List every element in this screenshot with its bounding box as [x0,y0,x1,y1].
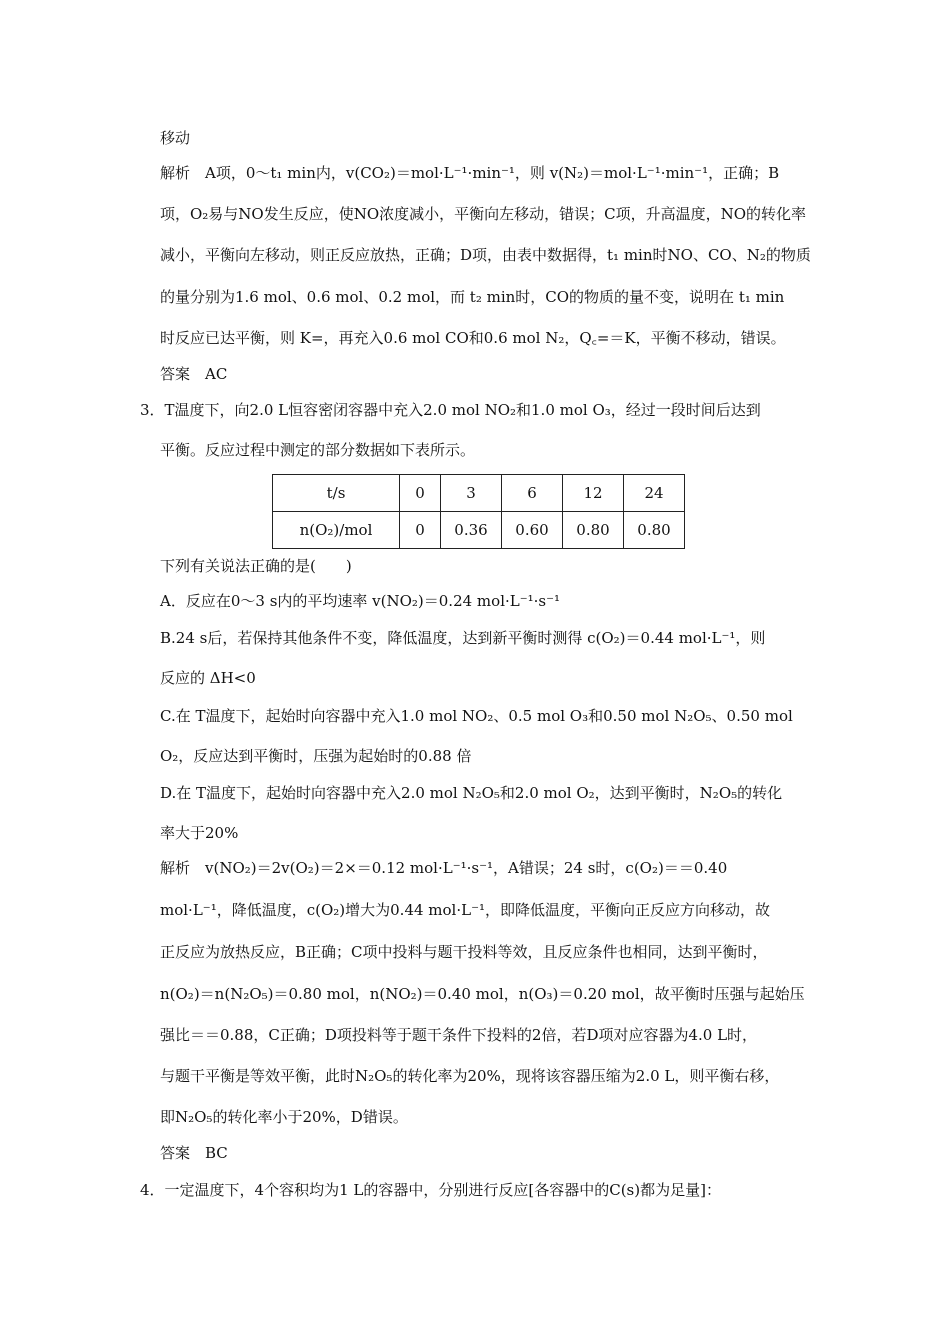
text-line: 项，O₂易与NO发生反应，使NO浓度减小，平衡向左移动，错误；C项，升高温度，NO的转化率 [160,205,807,223]
text-line: 即N₂O₅的转化率小于20%，D错误。 [160,1108,408,1126]
option-d: D.在 T温度下，起始时向容器中充入2.0 mol N₂O₅和2.0 mol O₂，达到平衡时，N₂O₅的转化 [160,784,783,802]
text-line: mol·L⁻¹，降低温度，c(O₂)增大为0.44 mol·L⁻¹，即降低温度，平衡向正反应方向移动，故 [160,901,771,919]
table-cell: 6 [502,475,563,512]
table-cell: n(O₂)/mol [273,512,400,549]
table-cell: 24 [624,475,685,512]
table-cell: 0.60 [502,512,563,549]
table-cell: 3 [441,475,502,512]
data-table [272,474,685,549]
analysis-line: 解析 v(NO₂)＝2v(O₂)＝2×＝0.12 mol·L⁻¹·s⁻¹，A错误；24 s时，c(O₂)＝＝0.40 [160,859,728,877]
text-line: 反应的 ΔH<0 [160,669,256,687]
option-b: B.24 s后，若保持其他条件不变，降低温度，达到新平衡时测得 c(O₂)＝0.44 mol·L⁻¹，则 [160,629,766,647]
text-line: 减小，平衡向左移动，则正反应放热，正确；D项，由表中数据得，t₁ min时NO、CO、N₂的物质 [160,246,811,264]
table-row [273,512,685,549]
option-a: A．反应在0～3 s内的平均速率 v(NO₂)＝0.24 mol·L⁻¹·s⁻¹ [160,592,561,610]
table-row [273,475,685,512]
text-line: 正反应为放热反应，B正确；C项中投料与题干投料等效，且反应条件也相同，达到平衡时， [160,943,768,961]
text-line: 强比＝＝0.88，C正确；D项投料等于题干条件下投料的2倍，若D项对应容器为4.0 L时， [160,1026,758,1044]
answer-line: 答案 BC [160,1144,228,1162]
answer-line: 答案 AC [160,365,228,383]
text-line: 与题干平衡是等效平衡，此时N₂O₅的转化率为20%，现将该容器压缩为2.0 L，则平衡右移， [160,1067,780,1085]
question-4-line: 4．一定温度下，4个容积均为1 L的容器中，分别进行反应[各容器中的C(s)都为足量]： [140,1181,721,1199]
text-line: 平衡。反应过程中测定的部分数据如下表所示。 [160,441,476,459]
table-cell: 0.80 [563,512,624,549]
text-line: 的量分别为1.6 mol、0.6 mol、0.2 mol，而 t₂ min时，CO的物质的量不变，说明在 t₁ min [160,288,785,306]
text-line: n(O₂)＝n(N₂O₅)＝0.80 mol，n(NO₂)＝0.40 mol，n(O₃)＝0.20 mol，故平衡时压强与起始压 [160,985,805,1003]
text-line: 率大于20% [160,824,239,842]
text-line: 时反应已达平衡，则 K=，再充入0.6 mol CO和0.6 mol N₂，Q꜀=＝K，平衡不移动，错误。 [160,329,786,347]
table-cell: 12 [563,475,624,512]
table-cell: 0.80 [624,512,685,549]
table-cell: 0.36 [441,512,502,549]
text-line: 移动 [160,129,191,147]
table-cell: 0 [400,512,441,549]
text-line: O₂，反应达到平衡时，压强为起始时的0.88 倍 [160,747,472,765]
analysis-line: 解析 A项，0～t₁ min内，v(CO₂)＝mol·L⁻¹·min⁻¹，则 v(N₂)＝mol·L⁻¹·min⁻¹，正确；B [160,164,780,182]
table-cell: t/s [273,475,400,512]
option-c: C.在 T温度下，起始时向容器中充入1.0 mol NO₂、0.5 mol O₃和0.50 mol N₂O₅、0.50 mol [160,707,793,725]
text-line: 下列有关说法正确的是( ) [160,557,352,575]
table-cell: 0 [400,475,441,512]
question-3-line: 3．T温度下，向2.0 L恒容密闭容器中充入2.0 mol NO₂和1.0 mol O₃，经过一段时间后达到 [140,401,761,419]
